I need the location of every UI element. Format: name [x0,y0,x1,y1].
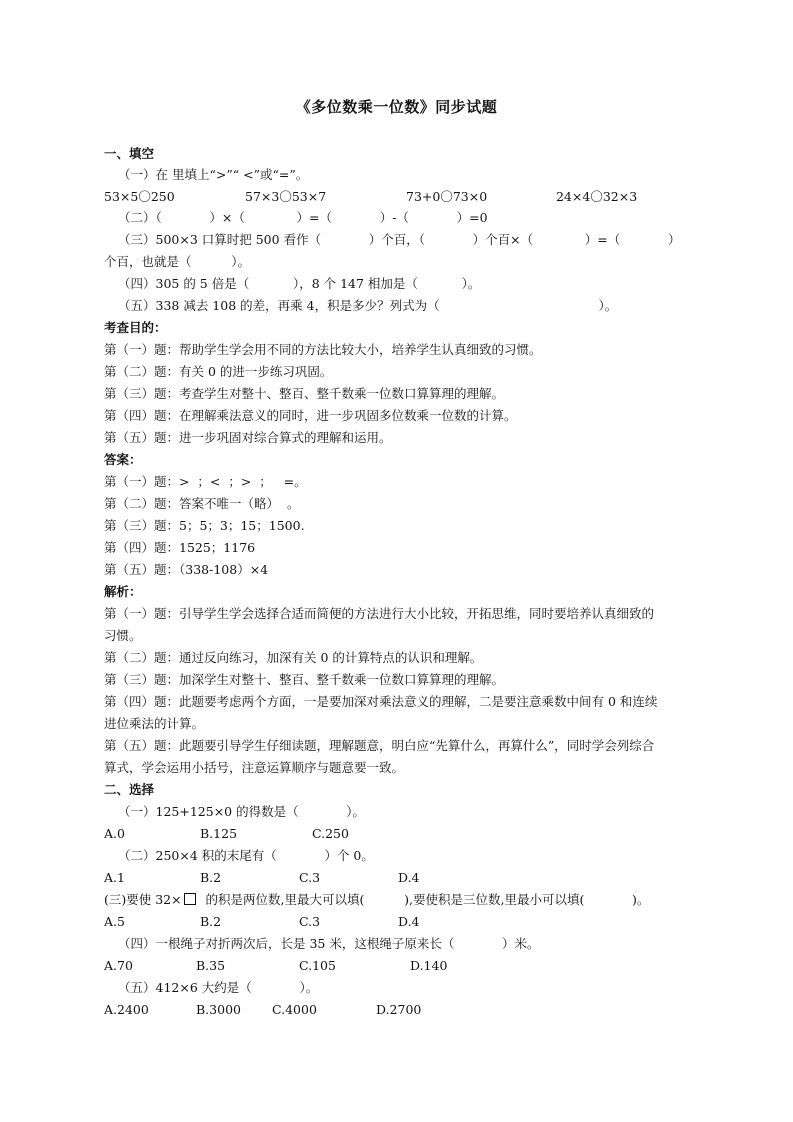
compare-item-2: 57×3〇53×7 [245,189,327,204]
analysis-line: 第（三）题：加深学生对整十、整百、整千数乘一位数口算算理的理解。 [104,672,505,687]
choice-option: D.4 [398,870,420,885]
answer-item: 第（二）题：答案不唯一（略） 。 [104,496,300,511]
choice-question-3-prefix: (三)要使 32× [104,892,182,907]
choice-option: C.3 [299,914,321,929]
choice-question-5: （五）412×6 大约是（ ）。 [118,980,319,995]
analysis-line: 第（二）题：通过反向练习，加深有关 0 的计算特点的认识和理解。 [104,650,483,665]
question-4: （四）305 的 5 倍是（ ），8 个 147 相加是（ ）。 [118,276,481,291]
answer-heading: 答案： [104,452,142,467]
choice-option: B.2 [200,870,222,885]
analysis-line: 习惯。 [104,628,142,643]
section-heading-fill: 一、填空 [104,146,155,161]
compare-item-1: 53×5〇250 [104,189,175,204]
choice-question-3-suffix: 的积是两位数,里最大可以填( ),要使积是三位数,里最小可以填( )。 [197,892,650,907]
choice-option: C.3 [299,870,321,885]
compare-item-3: 73+0〇73×0 [406,189,488,204]
page-title: 《多位数乘一位数》同步试题 [295,98,498,116]
analysis-line: 第（一）题：引导学生学会选择合适而简便的方法进行大小比较，开拓思维，同时要培养认真细致的 [104,606,655,621]
analysis-line: 算式，学会运用小括号，注意运算顺序与题意要一致。 [104,760,405,775]
choice-option: C.250 [312,826,349,841]
choice-option: D.2700 [376,1002,422,1017]
section-heading-choice: 二、选择 [104,782,155,797]
choice-option: D.4 [398,914,420,929]
answer-item: 第（四）题：1525；1176 [104,540,256,555]
purpose-item: 第（三）题：考查学生对整十、整百、整千数乘一位数口算算理的理解。 [104,386,505,401]
analysis-heading: 解析： [104,584,142,599]
answer-item: 第（一）题：> ；< ；> ； =。 [104,474,307,489]
blank-square-icon [184,893,196,905]
question-3-line-2: 个百，也就是（ ）。 [104,254,250,269]
analysis-line: 第（五）题：此题要引导学生仔细读题，理解题意，明白应“先算什么，再算什么”，同时学会列综合 [104,738,655,753]
choice-option: A.5 [104,914,125,929]
purpose-item: 第（五）题：进一步巩固对综合算式的理解和运用。 [104,430,392,445]
choice-option: B.2 [200,914,222,929]
choice-option: A.70 [104,958,133,973]
purpose-item: 第（四）题：在理解乘法意义的同时，进一步巩固多位数乘一位数的计算。 [104,408,517,423]
answer-item: 第（三）题：5；5；3；15；1500. [104,518,305,533]
question-1: （一）在 里填上“>”“ <”或“=”。 [118,167,309,182]
choice-option: A.2400 [104,1002,149,1017]
analysis-line: 进位乘法的计算。 [104,716,205,731]
choice-question-4: （四）一根绳子对折两次后，长是 35 米，这根绳子原来长（ ）米。 [118,936,540,951]
analysis-line: 第（四）题：此题要考虑两个方面，一是要加深对乘法意义的理解，二是要注意乘数中间有 0 和连续 [104,694,658,709]
question-5: （五）338 减去 108 的差，再乘 4，积是多少？列式为（ ）。 [118,298,618,313]
question-2: （二）（ ）×（ ）=（ ）-（ ）=0 [118,210,488,225]
answer-item: 第（五）题：（338-108）×4 [104,562,269,577]
choice-question-1: （一）125+125×0 的得数是（ ）。 [118,804,366,819]
choice-question-3 [104,892,649,908]
choice-question-2: （二）250×4 积的末尾有（ ）个 0。 [118,848,374,863]
purpose-item: 第（一）题：帮助学生学会用不同的方法比较大小，培养学生认真细致的习惯。 [104,342,542,357]
choice-option: C.4000 [272,1002,317,1017]
purpose-item: 第（二）题：有关 0 的进一步练习巩固。 [104,364,333,379]
choice-option: C.105 [299,958,336,973]
choice-option: B.35 [196,958,226,973]
choice-option: A.0 [104,826,125,841]
choice-option: B.125 [200,826,238,841]
compare-item-4: 24×4〇32×3 [556,189,638,204]
purpose-heading: 考查目的： [104,320,167,335]
choice-option: D.140 [410,958,448,973]
question-3-line-1: （三）500×3 口算时把 500 看作（ ）个百，（ ）个百×（ ）=（ ） [118,232,681,247]
choice-option: B.3000 [196,1002,241,1017]
choice-option: A.1 [104,870,125,885]
